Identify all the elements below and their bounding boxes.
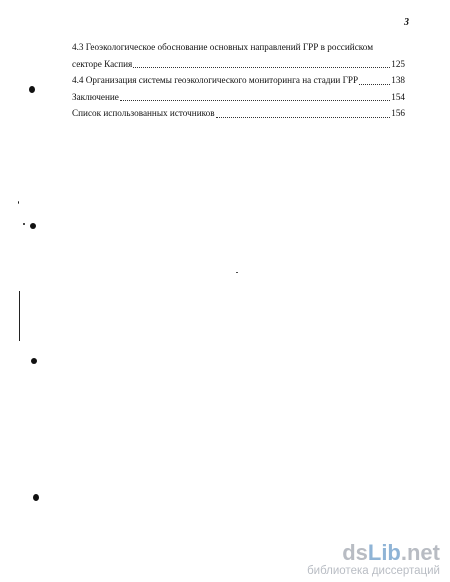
binder-hole-mark bbox=[33, 494, 39, 501]
watermark-brand-ds: ds bbox=[342, 540, 368, 565]
leader-dots bbox=[133, 67, 390, 68]
leader-dots bbox=[359, 84, 390, 85]
watermark-brand bbox=[307, 541, 440, 565]
toc-entry-references[interactable] bbox=[72, 105, 405, 122]
scan-speck bbox=[236, 272, 238, 273]
page-number: 3 bbox=[404, 17, 409, 28]
toc-entry-page: 138 bbox=[391, 75, 405, 85]
leader-dots bbox=[120, 100, 390, 101]
toc-entry-title: Заключение bbox=[72, 91, 119, 102]
toc-entry-4-4[interactable] bbox=[72, 72, 405, 89]
binder-hole-mark bbox=[30, 223, 36, 229]
toc-entry-conclusion[interactable] bbox=[72, 89, 405, 106]
leader-dots bbox=[216, 117, 391, 118]
toc-entry-4-3[interactable] bbox=[72, 39, 405, 72]
toc-entry-page: 125 bbox=[391, 58, 405, 69]
toc-entry-title: 4.4 Организация системы геоэкологического мониторинга на стадии ГРР bbox=[72, 75, 359, 85]
toc-entry-title-cont: секторе Каспия bbox=[72, 58, 133, 69]
table-of-contents bbox=[72, 39, 405, 122]
toc-entry-page: 156 bbox=[391, 108, 405, 118]
scan-speck bbox=[23, 223, 25, 225]
watermark-brand-net: .net bbox=[400, 540, 440, 565]
toc-entry-page: 154 bbox=[391, 91, 405, 102]
watermark-brand-lib: Lib bbox=[367, 540, 401, 565]
binder-hole-mark bbox=[29, 86, 35, 93]
toc-entry-title: Список использованных источников bbox=[72, 108, 215, 118]
toc-entry-title: 4.3 Геоэкологическое обоснование основных направлений ГРР в российском bbox=[72, 42, 374, 52]
scan-edge-line bbox=[19, 291, 20, 341]
scan-speck bbox=[18, 201, 19, 204]
watermark-subtitle: библиотека диссертаций bbox=[307, 565, 440, 577]
watermark bbox=[307, 541, 440, 578]
binder-hole-mark bbox=[31, 358, 37, 364]
